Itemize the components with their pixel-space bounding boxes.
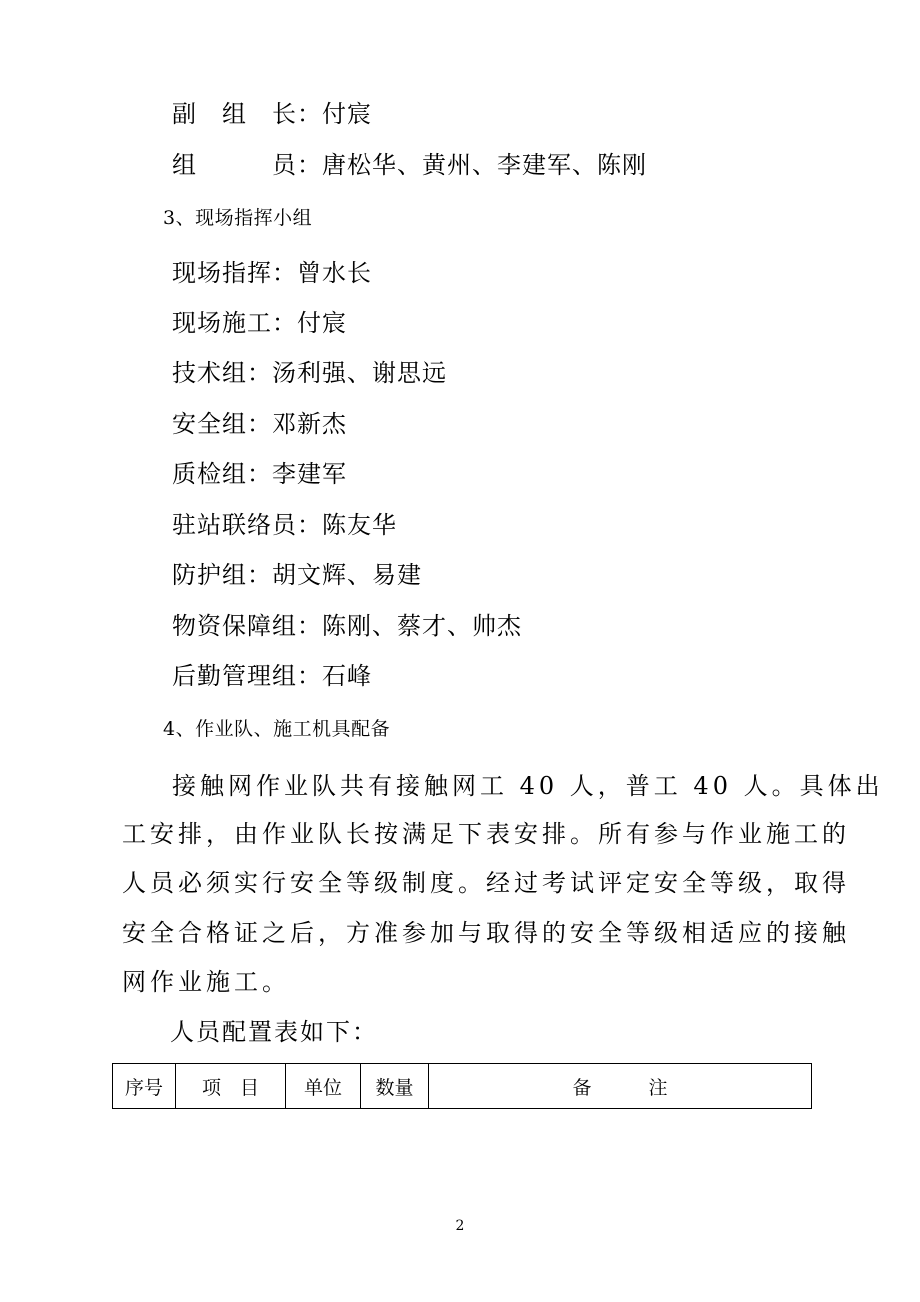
header-serial: 序号 xyxy=(113,1064,176,1109)
onsite-construction-line: 现场施工：付宸 xyxy=(172,309,347,337)
station-liaison-line: 驻站联络员：陈友华 xyxy=(172,511,397,539)
table-caption: 人员配置表如下： xyxy=(170,1018,378,1046)
onsite-command-line: 现场指挥：曾水长 xyxy=(172,259,372,287)
materials-group-line: 物资保障组：陈刚、蔡才、帅杰 xyxy=(172,612,522,640)
members-line: 组 员：唐松华、黄州、李建军、陈刚 xyxy=(172,151,647,179)
safety-group-line: 安全组：邓新杰 xyxy=(172,410,347,438)
header-item: 项 目 xyxy=(176,1064,286,1109)
paragraph-line: 人员必须实行安全等级制度。经过考试评定安全等级，取得 xyxy=(122,869,850,897)
paragraph-line: 工安排，由作业队长按满足下表安排。所有参与作业施工的 xyxy=(122,820,850,848)
deputy-leader-line: 副 组 长：付宸 xyxy=(172,100,372,128)
table-header-row xyxy=(113,1064,812,1109)
page-number: 2 xyxy=(455,1218,465,1234)
section-3-heading: 3、现场指挥小组 xyxy=(163,207,313,229)
header-quantity: 数量 xyxy=(361,1064,429,1109)
paragraph-line: 网作业施工。 xyxy=(122,968,290,996)
paragraph-line: 接触网作业队共有接触网工 40 人，普工 40 人。具体出 xyxy=(172,772,884,800)
header-remarks: 备 注 xyxy=(429,1064,812,1109)
logistics-group-line: 后勤管理组：石峰 xyxy=(172,662,372,690)
section-4-heading: 4、作业队、施工机具配备 xyxy=(163,718,391,740)
tech-group-line: 技术组：汤利强、谢思远 xyxy=(172,359,447,387)
header-unit: 单位 xyxy=(286,1064,361,1109)
paragraph-line: 安全合格证之后，方准参加与取得的安全等级相适应的接触 xyxy=(122,919,850,947)
staff-allocation-table xyxy=(112,1063,812,1109)
protection-group-line: 防护组：胡文辉、易建 xyxy=(172,561,422,589)
quality-group-line: 质检组：李建军 xyxy=(172,460,347,488)
